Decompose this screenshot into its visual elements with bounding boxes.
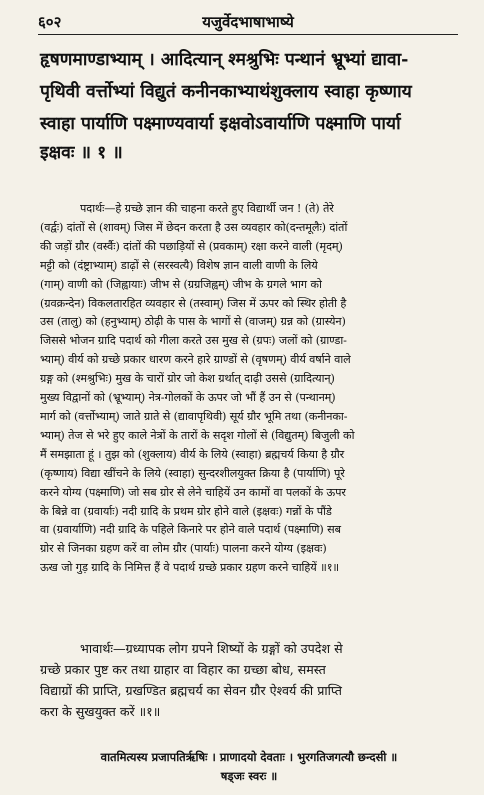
padartha-section xyxy=(40,200,458,578)
rishi-devata-line: वातमित्यस्य प्रजापतिर्ऋषिः । प्राणादयो देवताः । भुरगतिजगत्यौ छन्दसी ॥ xyxy=(100,750,398,764)
bhavartha-section xyxy=(40,638,458,722)
padartha-line: मट्टी को (दंष्ट्राभ्याम्) डाढ़ों से (सरस्वत्यै) विशेष ज्ञान वाली वाणी के लिये xyxy=(40,258,318,272)
padartha-line: भ्याम्) तेज से भरे हुए काले नेत्रों के तारों के सदृश गोलों से (विद्युतम्) बिजुली को xyxy=(40,428,355,442)
padartha-line: (वर्द्वः) दांतों से (शावम्) जिस में छेदन करता है उस व्यवहार को(दन्तमूलैः) दांतों xyxy=(40,220,348,234)
padartha-line: (कृष्णाय) विद्या खींचने के लिये (स्वाहा) सुन्दरशीलयुक्त क्रिया है (पार्याणि) पूरे xyxy=(40,466,345,480)
padartha-line: की जड़ों ग्रौर (वर्स्वैः) दांतों की पछाड़ियों से (प्रवकाम्) रक्षा करने वाली (मृदम्) xyxy=(40,239,343,253)
bhavartha-line: भावार्थः—ग्रध्यापक लोग ग्रपने शिष्यों के ग्रङ्गों को उपदेश से xyxy=(80,641,343,656)
padartha-line: मुख्य विद्वानों को (भ्रूभ्याम्) नेत्र-गोलकों के ऊपर जो भौं हैं उन से (पन्थानम्) xyxy=(40,391,336,405)
padartha-line: भ्याम्) वीर्य को ग्रच्छे प्रकार धारण करने हारे ग्राण्डों से (वृषणम्) वीर्य वर्षाने वाले xyxy=(40,353,351,367)
page-number: ६०२ xyxy=(38,13,62,31)
padartha-line: मार्ग को (वर्त्तोभ्याम्) जाते ग्राते से (द्यावापृथिवी) सूर्य ग्रौर भूमि तथा (कनीनका- xyxy=(40,409,348,423)
padartha-line: ग्रङ्ग को (श्मश्रुभिः) मुख के चारों ग्रोर जो केश ग्रर्थात् दाढ़ी उससे (ग्रादित्यान्) xyxy=(40,372,335,386)
svara-line: षड्जः स्वरः ॥ xyxy=(220,769,278,783)
padartha-line: के बिन्ने वा (ग्रवार्याः) नदी ग्रादि के प्रथम ग्रोर होने वाले (इक्षवः) गन्नों के पौंडे xyxy=(40,504,332,518)
header-rule xyxy=(38,34,458,35)
mantra-line: इक्षवः ॥ १ ॥ xyxy=(40,143,123,163)
padartha-line: करने योग्य (पक्ष्माणि) जो सब ग्रोर से लेने चाहियें उन कामों वा पलकों के ऊपर xyxy=(40,485,346,499)
padartha-line: (ग्रवक्रन्देन) विकलतारहित व्यवहार से (तस्वाम्) जिस में ऊपर को स्थिर होती है xyxy=(40,296,347,310)
padartha-line: ग्रोर से जिनका ग्रहण करें वा लोम ग्रौर (पार्याः) पालना करने योग्य (इक्षवः) xyxy=(40,542,327,556)
mantra-line: पृथिवी वर्त्तोभ्यां विद्युतं कनीनकाभ्याथंशुक्लाय स्वाहा कृष्णाय xyxy=(40,82,412,102)
running-title: यजुर्वेदभाषाभाष्ये xyxy=(202,13,294,31)
page-header xyxy=(38,10,458,32)
padartha-line: वा (ग्रवार्याणि) नदी ग्रादि के पहिले किनारे पर होने वाले पदार्थ (पक्ष्माणि) सब xyxy=(40,523,341,537)
bhavartha-line: ग्रच्छे प्रकार पुष्ट कर तथा ग्राहार वा विहार का ग्रच्छा बोध, समस्त xyxy=(40,662,326,677)
padartha-line: (गाम्) वाणी को (जिह्वायाः) जीभ से (ग्रग्रजिह्वम्) जीभ के ग्रगले भाग को xyxy=(40,277,322,291)
padartha-line: पदार्थः—हे ग्रच्छे ज्ञान की चाहना करते हुए विद्यार्थी जन ! (ते) तेरे xyxy=(80,202,334,215)
next-mantra-heading xyxy=(40,748,458,786)
bhavartha-line: करा के सुखयुक्त करें ॥१॥ xyxy=(40,704,161,719)
mantra-text xyxy=(40,44,458,169)
padartha-line: उस (तालु) को (हनुभ्याम्) ठोढ़ी के पास के भागों से (वाजम्) ग्रन्न को (ग्रास्येन) xyxy=(40,315,346,329)
mantra-line: हृषणमाण्डाभ्याम् । आदित्यान् श्मश्रुभिः पन्थानं भ्रूभ्यां द्यावा- xyxy=(40,50,409,70)
padartha-line: जिससे भोजन ग्रादि पदार्थ को गीला करते उस मुख से (ग्रपः) जलों को (ग्राण्डा- xyxy=(40,334,347,348)
padartha-line: ऊख जो गुड़ ग्रादि के निमित्त हैं वे पदार्थ ग्रच्छे प्रकार ग्रहण करने चाहियें ॥१॥ xyxy=(40,561,340,575)
mantra-line: स्वाहा पार्याणि पक्ष्माण्यवार्या इक्षवोऽवार्याणि पक्ष्माणि पार्या xyxy=(40,114,401,134)
bhavartha-line: विद्याग्रों की प्राप्ति, ग्रखण्डित ब्रह्मचर्य का सेवन ग्रौर ऐश्वर्य की प्राप्ति xyxy=(40,683,342,698)
padartha-line: मैं समझाता हूं । तुझ को (शुक्लाय) वीर्य के लिये (स्वाहा) ब्रह्मचर्य किया है ग्रौर xyxy=(40,447,345,461)
